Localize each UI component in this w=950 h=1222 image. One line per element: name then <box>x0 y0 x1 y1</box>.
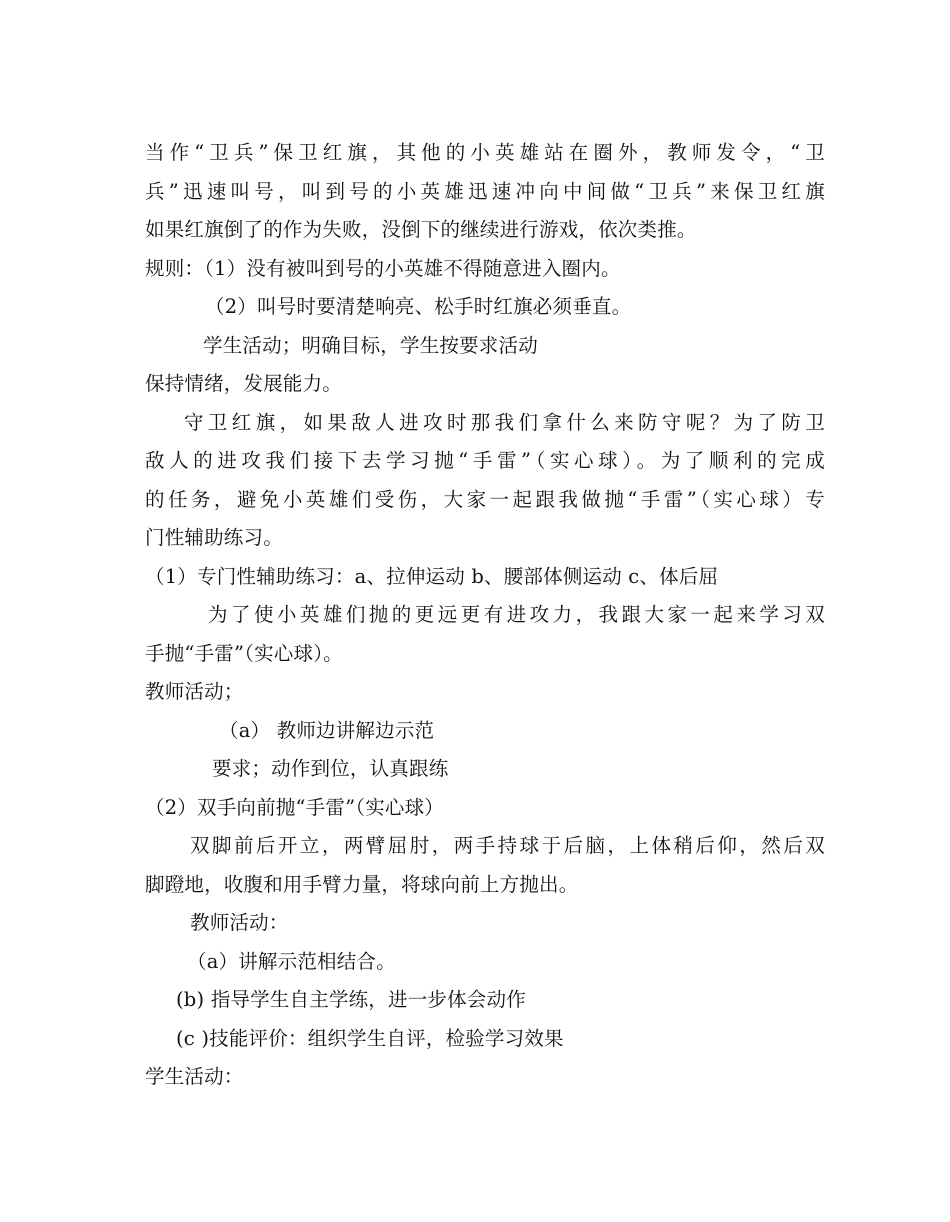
list-item: （a） 教师边讲解边示范 <box>219 718 435 742</box>
student-activity-line: 学生活动；明确目标，学生按要求活动 <box>203 333 538 357</box>
paragraph-line: 双脚前后开立，两臂屈肘，两手持球于后脑，上体稍后仰，然后双 <box>190 834 825 857</box>
list-item: （a）讲解示范相结合。 <box>187 949 396 973</box>
paragraph-line: 如果红旗倒了的作为失败，没倒下的继续进行游戏，依次类推。 <box>145 218 697 241</box>
list-item: (b) 指导学生自主学练，进一步体会动作 <box>176 988 526 1011</box>
section-heading: 学生活动： <box>145 1065 244 1088</box>
requirement-line: 要求；动作到位，认真跟练 <box>212 757 449 780</box>
paragraph-line: 手抛“手雷”（实心球）。 <box>145 641 343 665</box>
list-item: (c )技能评价：组织学生自评，检验学习效果 <box>176 1026 564 1050</box>
paragraph-line: 的任务，避免小英雄们受伤，大家一起跟我做抛“手雷”（实心球）专 <box>145 487 825 511</box>
paragraph-line: 兵”迅速叫号，叫到号的小英雄迅速冲向中间做“卫兵”来保卫红旗 <box>145 179 825 203</box>
paragraph-line: 脚蹬地，收腹和用手臂力量，将球向前上方抛出。 <box>145 872 579 896</box>
paragraph-line: 为了使小英雄们抛的更远更有进攻力，我跟大家一起来学习双 <box>208 603 825 626</box>
paragraph-line: 当作“卫兵”保卫红旗，其他的小英雄站在圈外，教师发令，“卫 <box>145 141 825 164</box>
paragraph-line: 保持情绪，发展能力。 <box>145 372 343 395</box>
section-heading: 教师活动： <box>190 911 289 934</box>
exercise-line: （2）双手向前抛“手雷”（实心球） <box>145 795 444 819</box>
exercise-line: （1）专门性辅助练习：a、拉伸运动 b、腰部体侧运动 c、体后屈 <box>145 564 719 588</box>
paragraph-line: 守卫红旗，如果敌人进攻时那我们拿什么来防守呢？为了防卫 <box>184 410 825 434</box>
paragraph-line: 门性辅助练习。 <box>145 526 283 549</box>
rules-line: （2）叫号时要清楚响亮、松手时红旗必须垂直。 <box>205 295 632 318</box>
rules-line: 规则：（1）没有被叫到号的小英雄不得随意进入圈内。 <box>145 256 621 280</box>
document-body <box>145 134 825 1097</box>
paragraph-line: 敌人的进攻我们接下去学习抛“手雷”（实心球）。为了顺利的完成 <box>145 449 825 472</box>
section-heading: 教师活动； <box>145 680 244 703</box>
